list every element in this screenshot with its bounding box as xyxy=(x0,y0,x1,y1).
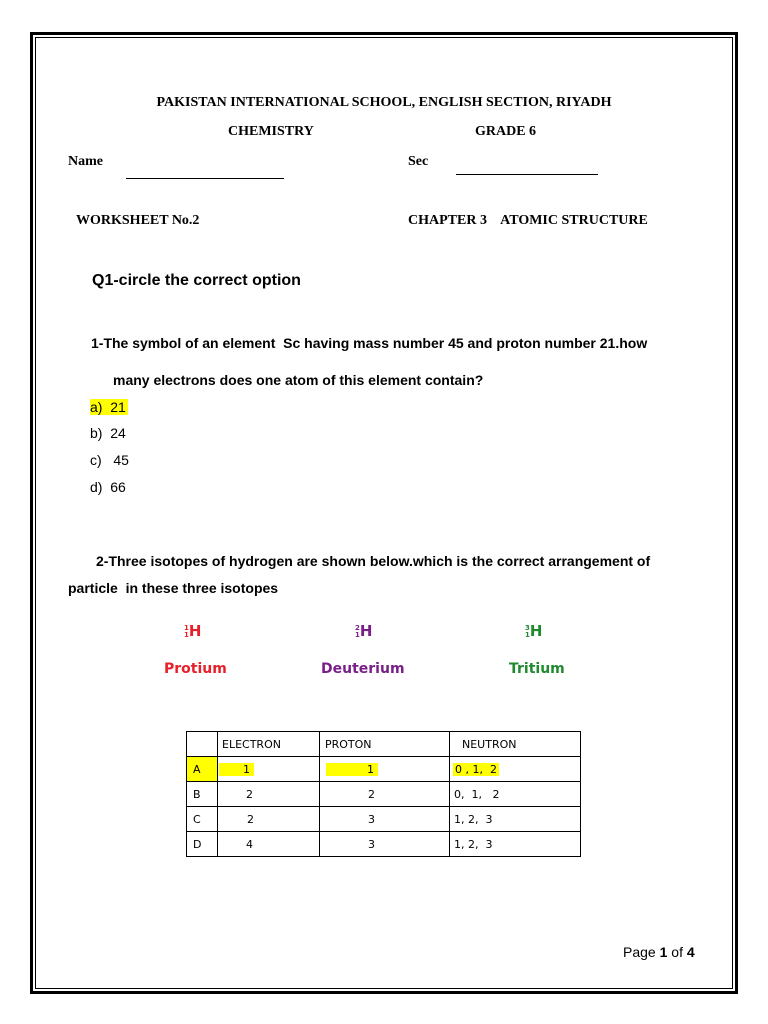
table-cell xyxy=(218,782,320,807)
cell-value: 3 xyxy=(368,837,375,851)
question2-line1: 2-Three isotopes of hydrogen are shown below.which is the correct arrangement of xyxy=(96,553,651,569)
isotope-deuterium-symbol xyxy=(355,622,372,640)
element-symbol: H xyxy=(359,622,373,640)
isotope-tritium-symbol xyxy=(525,622,542,640)
cell-value: 2 xyxy=(246,787,253,801)
of-word: of xyxy=(671,944,683,960)
cell-value: 1, 2, 3 xyxy=(454,812,493,826)
name-blank-line xyxy=(126,178,284,179)
cell-value: 1, 2, 3 xyxy=(454,837,493,851)
row-label: C xyxy=(187,807,218,832)
table-cell xyxy=(320,757,450,782)
atomic-number: 1 xyxy=(525,630,530,639)
mass-number: 1 xyxy=(184,623,189,632)
option-b xyxy=(90,425,126,441)
sec-blank-line xyxy=(456,174,598,175)
isotope-protium-name: Protium xyxy=(164,661,227,677)
cell-value: 0 , 1, 2 xyxy=(455,762,497,776)
school-title: PAKISTAN INTERNATIONAL SCHOOL, ENGLISH SECTION, RIYADH xyxy=(156,95,612,110)
cell-value: 2 xyxy=(368,787,375,801)
cell-value: 1 xyxy=(219,763,254,776)
table-cell xyxy=(450,757,581,782)
table-row xyxy=(187,807,581,832)
table-cell xyxy=(450,782,581,807)
atomic-number: 1 xyxy=(184,630,189,639)
question1-line2: many electrons does one atom of this element contain? xyxy=(113,372,484,388)
table-header-cell: NEUTRON xyxy=(450,732,581,757)
row-label: B xyxy=(187,782,218,807)
table-cell xyxy=(320,832,450,857)
row-label: A xyxy=(187,757,218,782)
table-cell xyxy=(450,832,581,857)
table-row xyxy=(187,782,581,807)
table-header-row xyxy=(187,732,581,757)
cell-value: 3 xyxy=(368,812,375,826)
page-total: 4 xyxy=(686,944,695,960)
question2-line2: particle in these three isotopes xyxy=(68,580,279,596)
sec-label: Sec xyxy=(408,154,429,169)
mass-number: 3 xyxy=(525,623,530,632)
element-symbol: H xyxy=(188,622,202,640)
element-symbol: H xyxy=(529,622,543,640)
table-cell xyxy=(218,807,320,832)
question1-line1: 1-The symbol of an element Sc having mass number 45 and proton number 21.how xyxy=(91,335,648,351)
option-label: d) xyxy=(90,479,103,495)
cell-value: 4 xyxy=(246,837,253,851)
worksheet-label: WORKSHEET No.2 xyxy=(76,213,200,228)
option-value: 66 xyxy=(110,479,126,495)
option-a xyxy=(90,399,128,415)
option-c xyxy=(90,452,129,468)
table-row xyxy=(187,832,581,857)
table-cell xyxy=(320,782,450,807)
table-row xyxy=(187,757,581,782)
table-header-cell: PROTON xyxy=(320,732,450,757)
option-label: b) xyxy=(90,425,103,441)
table-cell xyxy=(320,807,450,832)
particle-table xyxy=(186,731,581,857)
name-label: Name xyxy=(68,154,103,169)
table-cell xyxy=(450,807,581,832)
option-label: a) xyxy=(90,399,103,415)
table-header-cell xyxy=(187,732,218,757)
page-current: 1 xyxy=(659,944,668,960)
option-label: c) xyxy=(90,452,102,468)
page-number xyxy=(623,944,695,960)
option-value: 24 xyxy=(110,425,126,441)
cell-value: 2 xyxy=(247,812,254,826)
page-word: Page xyxy=(623,944,656,960)
cell-value: 1 xyxy=(326,763,378,776)
cell-value: 0, 1, 2 xyxy=(454,787,500,801)
option-d xyxy=(90,479,126,495)
table-cell xyxy=(218,832,320,857)
option-value: 45 xyxy=(113,452,129,468)
isotope-deuterium-name: Deuterium xyxy=(321,661,405,677)
row-label: D xyxy=(187,832,218,857)
isotope-tritium-name: Tritium xyxy=(509,661,565,677)
grade-label: GRADE 6 xyxy=(475,124,537,139)
mass-number: 2 xyxy=(355,623,360,632)
isotope-protium-symbol xyxy=(184,622,201,640)
subject-label: CHEMISTRY xyxy=(228,124,314,139)
chapter-label: CHAPTER 3 ATOMIC STRUCTURE xyxy=(408,213,648,228)
table-cell xyxy=(218,757,320,782)
atomic-number: 1 xyxy=(355,630,360,639)
q1-heading: Q1-circle the correct option xyxy=(92,272,301,289)
table-header-cell: ELECTRON xyxy=(218,732,320,757)
option-value: 21 xyxy=(110,399,126,415)
